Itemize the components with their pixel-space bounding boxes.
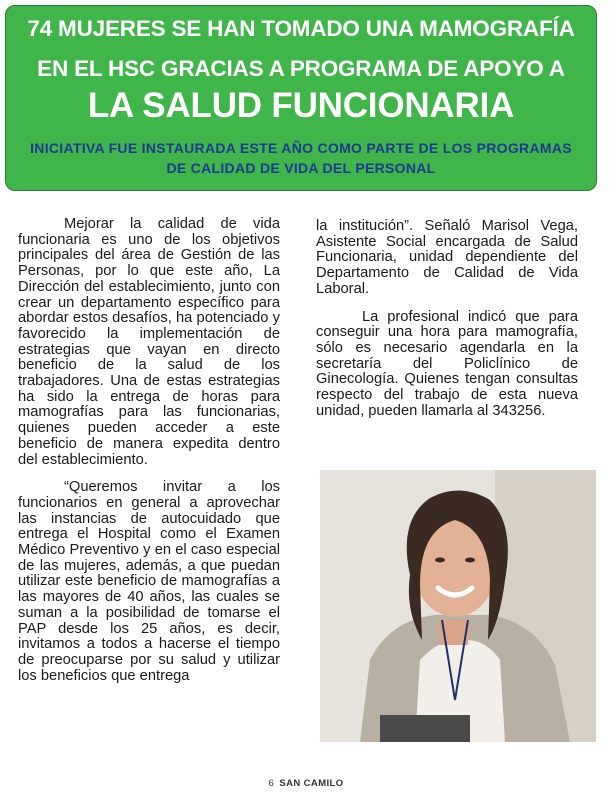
magazine-name: SAN CAMILO — [279, 778, 344, 789]
article-paragraph-2: “Queremos invitar a los funcionarios en general a aprovechar las instancias de autocuidado que entrega el Hospital como el Examen Médico Preventivo y en el caso especial de las mujeres, además, a que puedan utilizar este beneficio de mamografías a las mayores de 40 años, las cuales se suman a la posibilidad de tomarse el PAP desde los 25 años, es decir, invitamos a todos a hacerse el tiempo de preocuparse por su salud y utilizar los beneficios que entrega — [18, 479, 280, 684]
article-paragraph-1: Mejorar la calidad de vida funcionaria es uno de los objetivos principales del área de Gestión de las Personas, por lo que este año, La Dirección del establecimiento, junto con crear un departamento específico para abordar estos desafíos, ha potenciado y favorecido la implementación de estrategias que vayan en directo beneficio de la salud de los trabajadores. Una de estas estrategias ha sido la entrega de horas para mamografías para las funcionarias, quienes pueden acceder a este beneficio de manera expedita dentro del establecimiento. — [18, 216, 280, 468]
article-paragraph-3: la institución”. Señaló Marisol Vega, Asistente Social encargada de Salud Funcionaria, unidad dependiente del Departamento de Calidad de Vida Laboral. — [316, 218, 578, 297]
headline-line-3: LA SALUD FUNCIONARIA — [87, 86, 515, 125]
article-column-left — [18, 217, 280, 696]
headline-banner — [5, 5, 597, 191]
portrait-illustration — [320, 470, 596, 742]
page-footer — [0, 778, 612, 789]
article-paragraph-4: La profesional indicó que para conseguir una hora para mamografía, sólo es necesario agendarla en la secretaría del Policlínico de Ginecología. Quienes tengan consultas respecto del trabajo de esta nueva unidad, pueden llamarla al 343256. — [316, 308, 578, 419]
page-number: 6 — [268, 778, 274, 789]
article-column-right — [316, 219, 578, 431]
headline-line-2: EN EL HSC GRACIAS A PROGRAMA DE APOYO A — [37, 56, 565, 81]
portrait-photo — [320, 470, 596, 742]
subheadline: INICIATIVA FUE INSTAURADA ESTE AÑO COMO PARTE DE LOS PROGRAMAS DE CALIDAD DE VIDA DEL PERSONAL — [30, 140, 572, 176]
headline-line-1: 74 MUJERES SE HAN TOMADO UNA MAMOGRAFÍA — [27, 16, 575, 41]
